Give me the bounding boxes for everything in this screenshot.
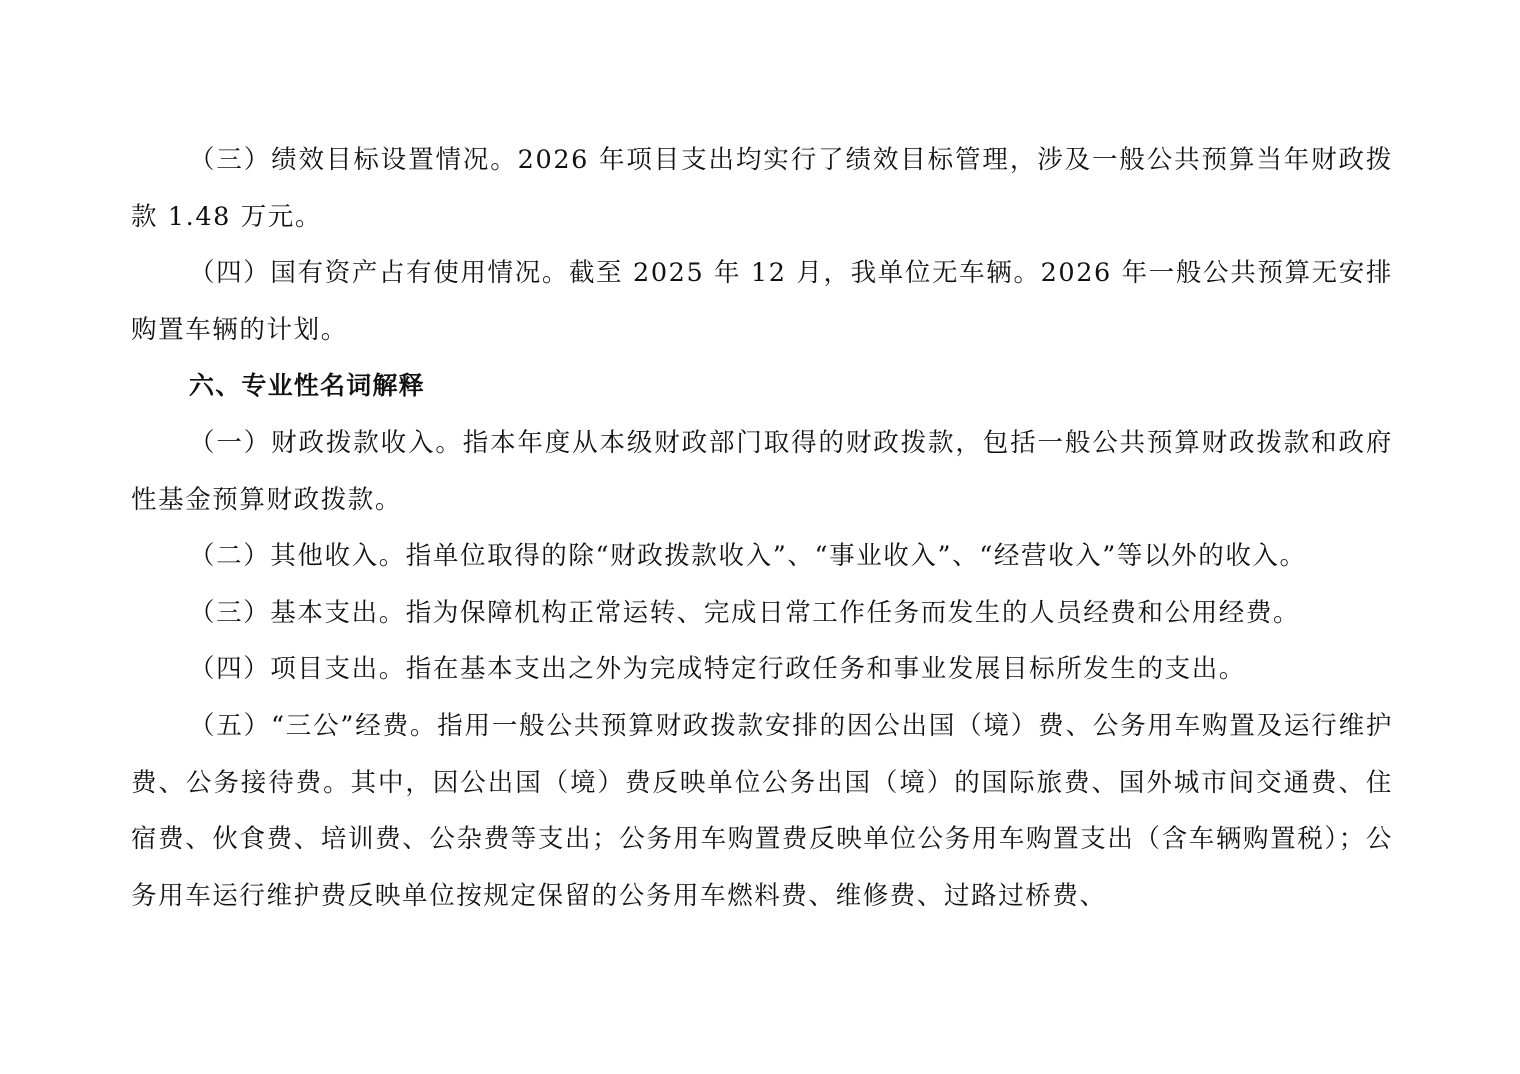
paragraph-project-expenditure: （四）项目支出。指在基本支出之外为完成特定行政任务和事业发展目标所发生的支出。	[189, 654, 1246, 685]
paragraph-state-assets: （四）国有资产占有使用情况。截至 2025 年 12 月，我单位无车辆。2026 年一般公共预算无安排购置车辆的计划。	[131, 258, 1393, 345]
paragraph-fiscal-appropriation-income: （一）财政拨款收入。指本年度从本级财政部门取得的财政拨款，包括一般公共预算财政拨款和政府性基金预算财政拨款。	[131, 427, 1393, 515]
document-body	[131, 132, 1393, 924]
paragraph-performance-goals: （三）绩效目标设置情况。2026 年项目支出均实行了绩效目标管理，涉及一般公共预算当年财政拨款 1.48 万元。	[131, 145, 1393, 232]
paragraph-other-income: （二）其他收入。指单位取得的除“财政拨款收入”、“事业收入”、“经营收入”等以外的收入。	[189, 541, 1307, 572]
paragraph-basic-expenditure: （三）基本支出。指为保障机构正常运转、完成日常工作任务而发生的人员经费和公用经费。	[189, 597, 1301, 628]
section-heading-terminology: 六、专业性名词解释	[189, 371, 425, 401]
paragraph-three-public-expenses: （五）“三公”经费。指用一般公共预算财政拨款安排的因公出国（境）费、公务用车购置及运行维护费、公务接待费。其中，因公出国（境）费反映单位公务出国（境）的国际旅费、国外城市间交通费、住宿费、伙食费、培训费、公杂费等支出；公务用车购置费反映单位公务用车购置支出（含车辆购置税）；公务用车运行维护费反映单位按规定保留的公务用车燃料费、维修费、过路过桥费、	[131, 710, 1393, 911]
